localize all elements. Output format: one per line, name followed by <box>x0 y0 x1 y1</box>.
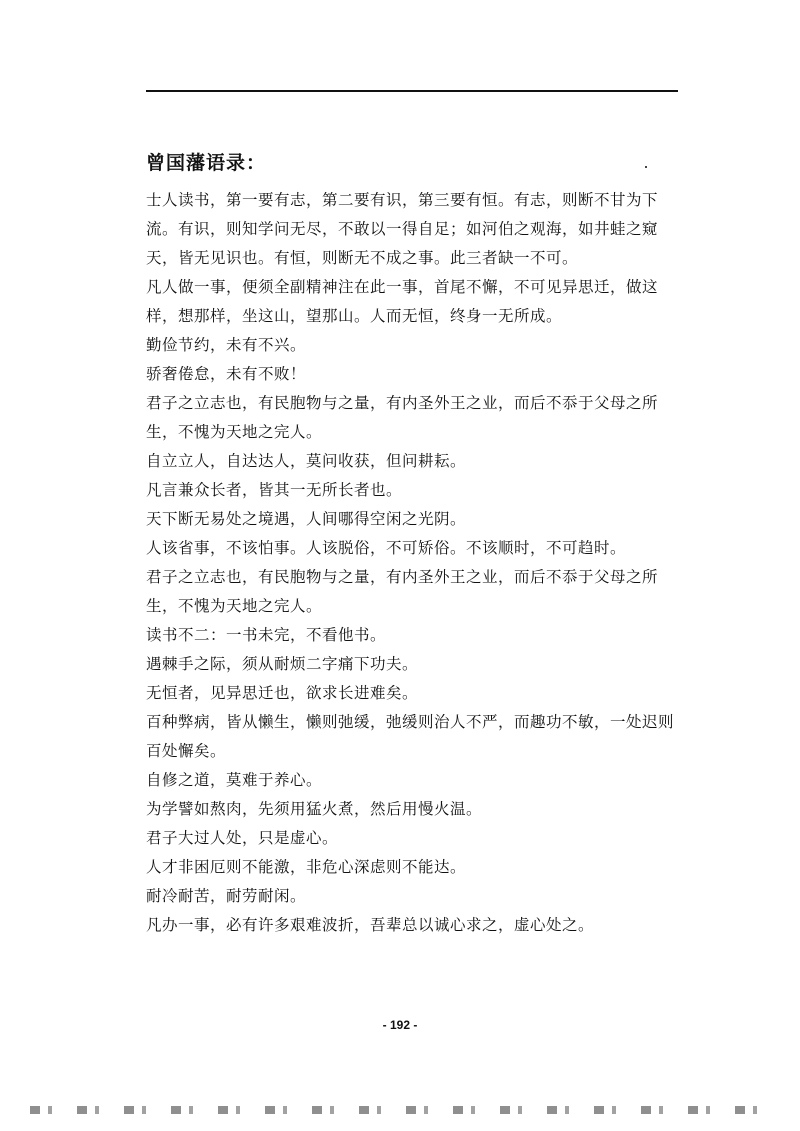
quote-paragraph: 君子大过人处，只是虚心。 <box>146 829 339 847</box>
scan-artifact-strip <box>30 1106 780 1114</box>
quote-paragraph: 凡言兼众长者，皆其一无所长者也。 <box>146 481 403 499</box>
quote-paragraph: 为学譬如熬肉，先须用猛火煮，然后用慢火温。 <box>146 800 483 818</box>
quote-paragraph: 自修之道，莫难于养心。 <box>146 771 323 789</box>
quote-paragraph: 君子之立志也，有民胞物与之量，有内圣外王之业，而后不忝于父母之所生，不愧为天地之完人。 <box>146 394 659 441</box>
quote-paragraph: 遇棘手之际，须从耐烦二字痛下功夫。 <box>146 655 419 673</box>
quote-paragraph: 自立立人，自达达人，莫问收获，但问耕耘。 <box>146 452 467 470</box>
scan-speck <box>645 166 647 168</box>
quote-paragraph: 人该省事，不该怕事。人该脱俗，不可矫俗。不该顺时，不可趋时。 <box>146 539 627 557</box>
section-heading: 曾国藩语录： <box>146 152 267 174</box>
page-number: - 192 - <box>382 1018 418 1032</box>
quote-paragraph: 耐冷耐苦，耐劳耐闲。 <box>146 887 307 905</box>
quote-paragraph: 凡人做一事，便须全副精神注在此一事，首尾不懈，不可见异思迁，做这样，想那样，坐这山，望那山。人而无恒，终身一无所成。 <box>146 278 659 325</box>
quote-paragraph: 勤俭节约，未有不兴。 <box>146 336 307 354</box>
quote-paragraph: 凡办一事，必有许多艰难波折，吾辈总以诚心求之，虚心处之。 <box>146 916 595 934</box>
quote-paragraph: 人才非困厄则不能激，非危心深虑则不能达。 <box>146 858 467 876</box>
quote-paragraph: 君子之立志也，有民胞物与之量，有内圣外王之业，而后不忝于父母之所生，不愧为天地之完人。 <box>146 568 659 615</box>
page-body <box>146 150 682 940</box>
quote-paragraph: 骄奢倦怠，未有不败！ <box>146 365 307 383</box>
quote-paragraph: 无恒者，见异思迁也，欲求长进难矣。 <box>146 684 419 702</box>
header-rule <box>146 90 678 92</box>
quote-paragraph: 读书不二：一书未完，不看他书。 <box>146 626 387 644</box>
quote-paragraph: 百种弊病，皆从懒生，懒则弛缓，弛缓则治人不严，而趣功不敏，一处迟则百处懈矣。 <box>146 713 675 760</box>
quote-paragraph: 士人读书，第一要有志，第二要有识，第三要有恒。有志，则断不甘为下流。有识，则知学问无尽，不敢以一得自足；如河伯之观海，如井蛙之窥天，皆无见识也。有恒，则断无不成之事。此三者缺一不可。 <box>146 191 659 267</box>
quote-paragraph: 天下断无易处之境遇，人间哪得空闲之光阴。 <box>146 510 467 528</box>
